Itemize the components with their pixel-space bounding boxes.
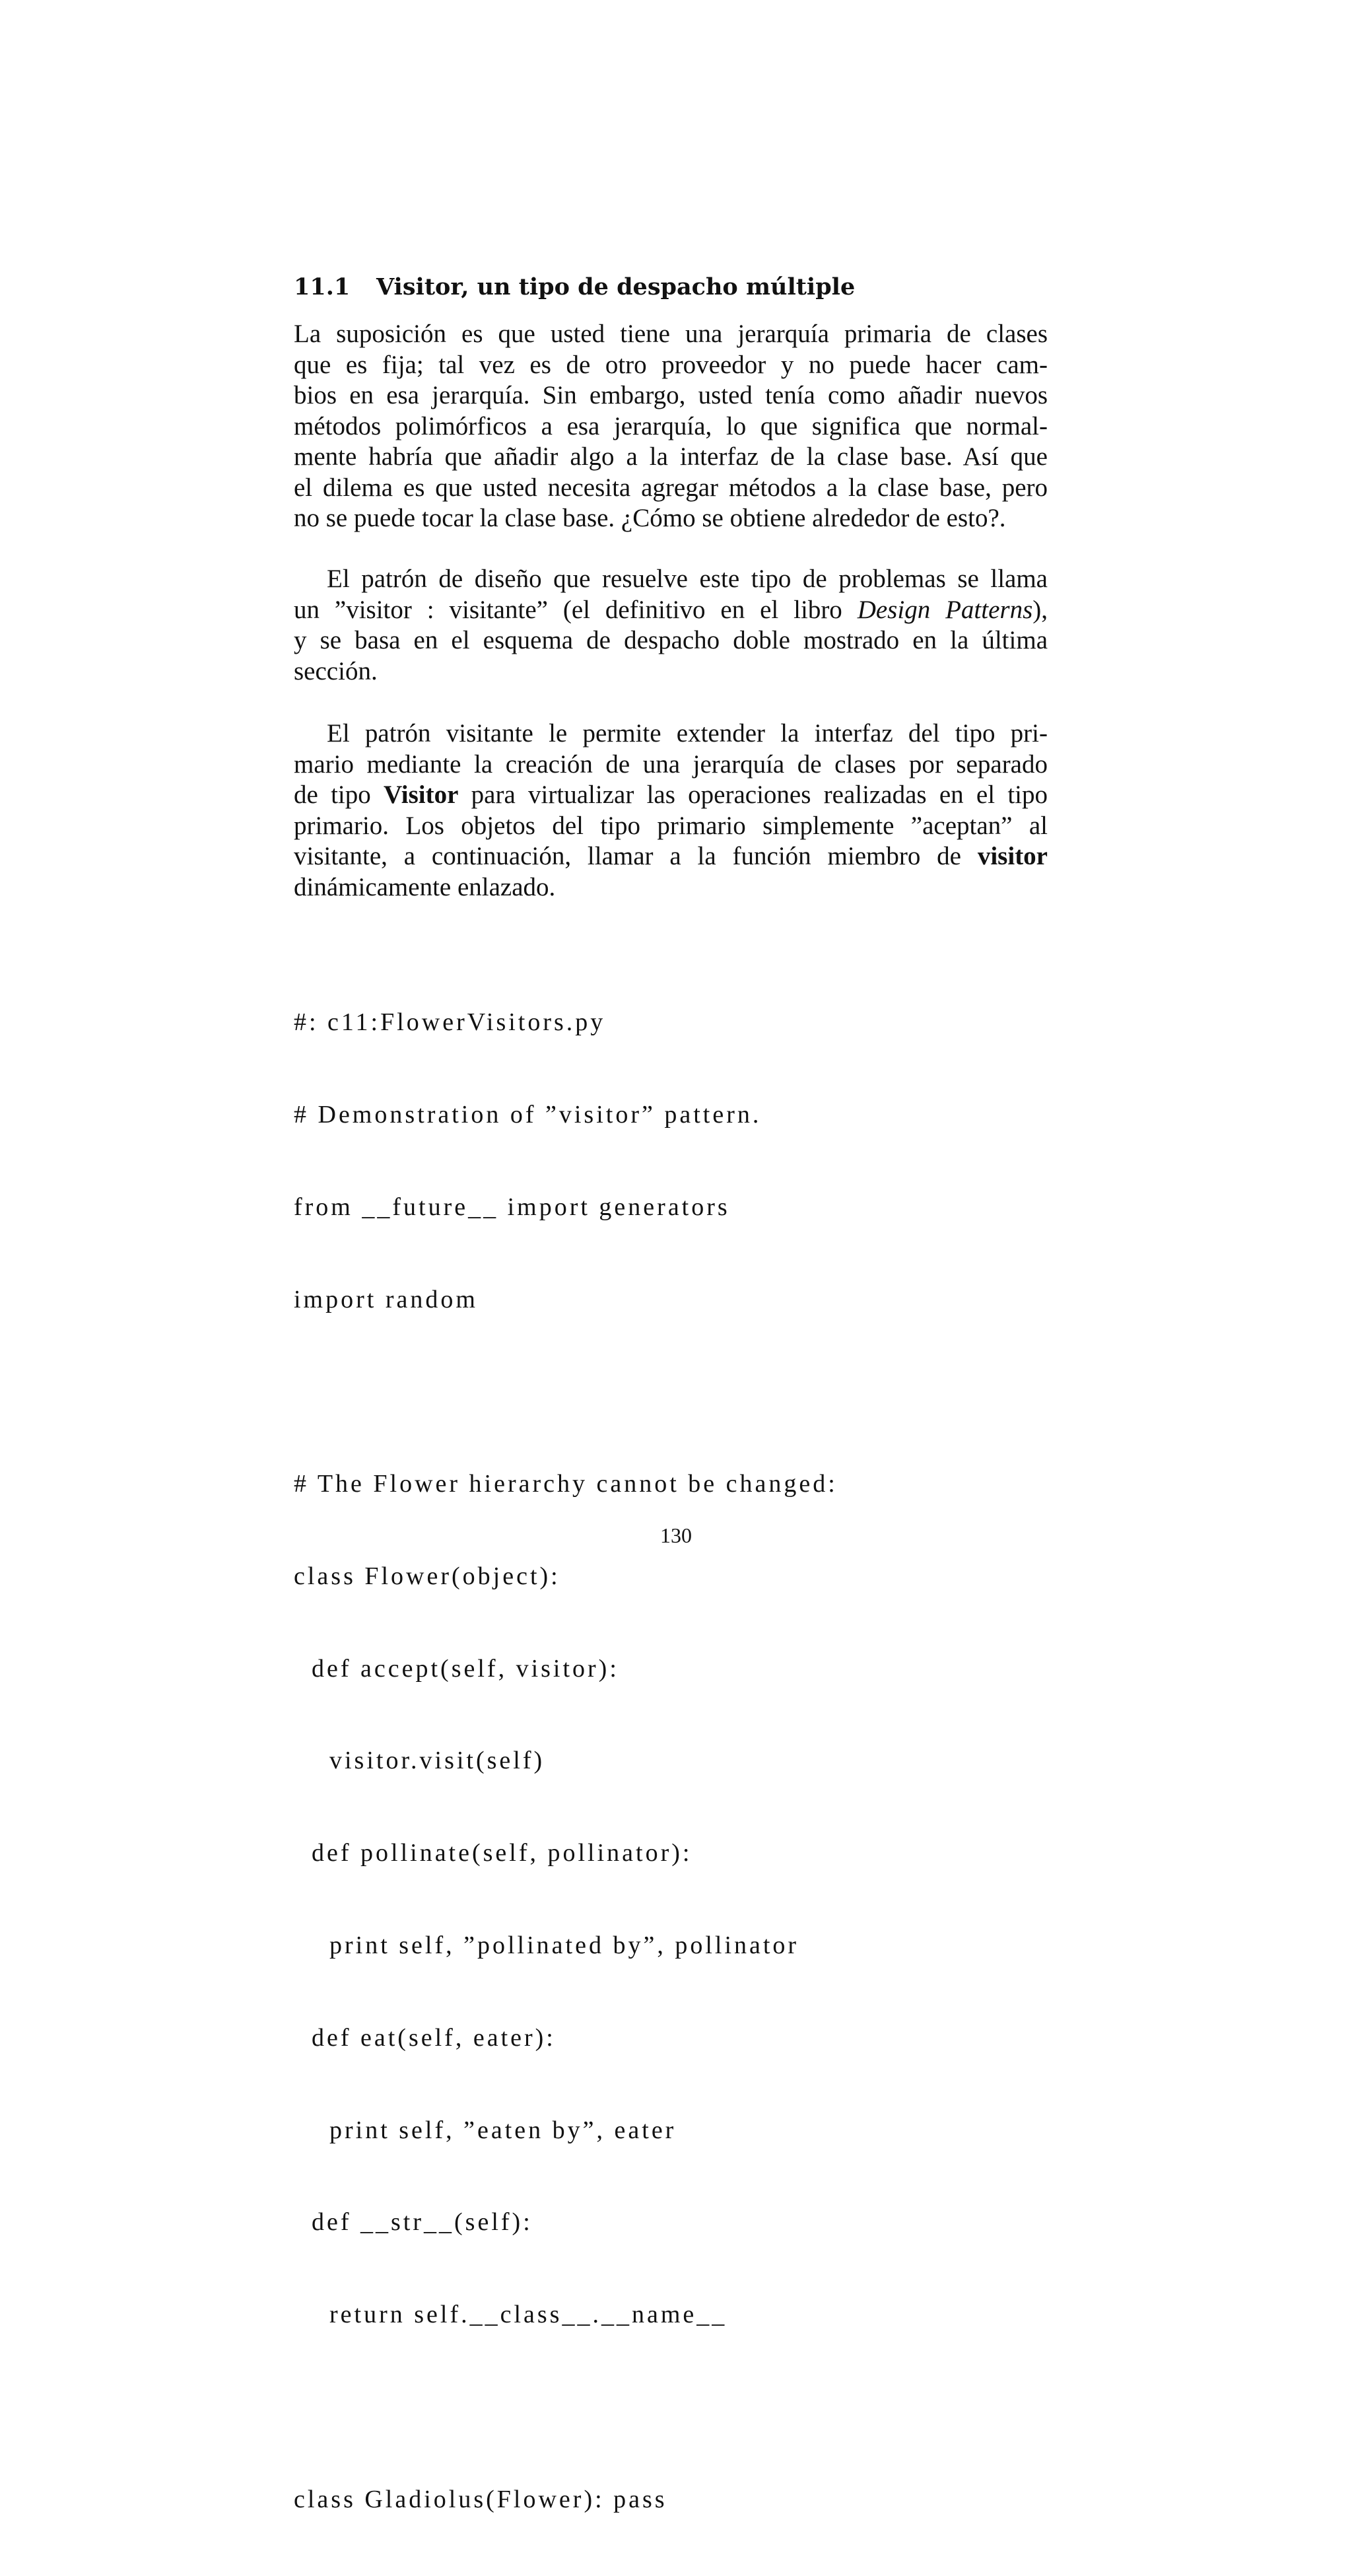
paragraph-intro — [294, 319, 1048, 534]
text-fragment: de tipo — [294, 781, 384, 809]
text-line — [294, 841, 1048, 872]
code-line: import random — [294, 1285, 478, 1313]
page-number: 130 — [660, 1523, 692, 1547]
code-line: return self.__class__.__name__ — [294, 2301, 727, 2329]
text-line: no se puede tocar la clase base. ¿Cómo se obtiene alrededor de esto?. — [294, 504, 1006, 532]
text-line: mente habría que añadir algo a la interfaz de la clase base. Así que — [294, 442, 1048, 471]
section-title: Visitor, un tipo de despacho múltiple — [376, 273, 856, 300]
code-line: #: c11:FlowerVisitors.py — [294, 1008, 606, 1037]
bold-term: Visitor — [384, 781, 459, 809]
text-line: primario. Los objetos del tipo primario simplemente ”aceptan” al — [294, 811, 1048, 840]
text-line — [294, 595, 1048, 626]
code-line: print self, ”eaten by”, eater — [294, 2116, 677, 2144]
bold-term: visitor — [977, 842, 1048, 870]
text-line: que es fija; tal vez es de otro proveedor y no puede hacer cam- — [294, 350, 1048, 379]
text-line: el dilema es que usted necesita agregar métodos a la clase base, pero — [294, 473, 1048, 502]
book-title: Design Patterns — [857, 595, 1033, 624]
code-line — [294, 2392, 838, 2423]
section-heading — [294, 272, 855, 302]
code-line: print self, ”pollinated by”, pollinator — [294, 1932, 799, 1959]
text-line: El patrón visitante le permite extender la interfaz del tipo pri- — [327, 719, 1048, 748]
text-line — [294, 780, 1048, 811]
text-fragment: un ”visitor : visitante” (el definitivo en el libro — [294, 595, 858, 624]
text-fragment: ), — [1032, 595, 1048, 624]
text-line: bios en esa jerarquía. Sin embargo, usted tenía como añadir nuevos — [294, 381, 1048, 409]
code-line: def accept(self, visitor): — [294, 1654, 619, 1683]
code-line: class Gladiolus(Flower): pass — [294, 2485, 667, 2513]
code-line: visitor.visit(self) — [294, 1747, 545, 1775]
text-fragment: visitante, a continuación, llamar a la función miembro de — [294, 842, 978, 870]
code-line: def __str__(self): — [294, 2208, 533, 2237]
code-line: class Flower(object): — [294, 1562, 560, 1590]
text-line: métodos polimórficos a esa jerarquía, lo que significa que normal- — [294, 411, 1048, 440]
code-line: # Demonstration of ”visitor” pattern. — [294, 1100, 762, 1129]
text-line: sección. — [294, 656, 378, 685]
code-listing — [294, 946, 838, 2576]
paragraph-pattern — [294, 564, 1048, 687]
text-line: y se basa en el esquema de despacho doble mostrado en la última — [294, 626, 1048, 654]
code-line: def eat(self, eater): — [294, 2023, 556, 2052]
text-line: La suposición es que usted tiene una jerarquía primaria de clases — [294, 320, 1048, 348]
text-line: El patrón de diseño que resuelve este tipo de problemas se llama — [327, 565, 1048, 593]
text-line: mario mediante la creación de una jerarquía de clases por separado — [294, 749, 1048, 779]
code-line: def pollinate(self, pollinator): — [294, 1839, 693, 1867]
text-line: dinámicamente enlazado. — [294, 872, 556, 901]
code-line — [294, 1376, 838, 1407]
text-fragment: para virtualizar las operaciones realizadas en el tipo — [458, 781, 1048, 809]
section-number: 11.1 — [294, 273, 351, 300]
code-line: # The Flower hierarchy cannot be changed: — [294, 1470, 838, 1498]
code-line: from __future__ import generators — [294, 1193, 730, 1221]
paragraph-visitor — [294, 718, 1048, 903]
